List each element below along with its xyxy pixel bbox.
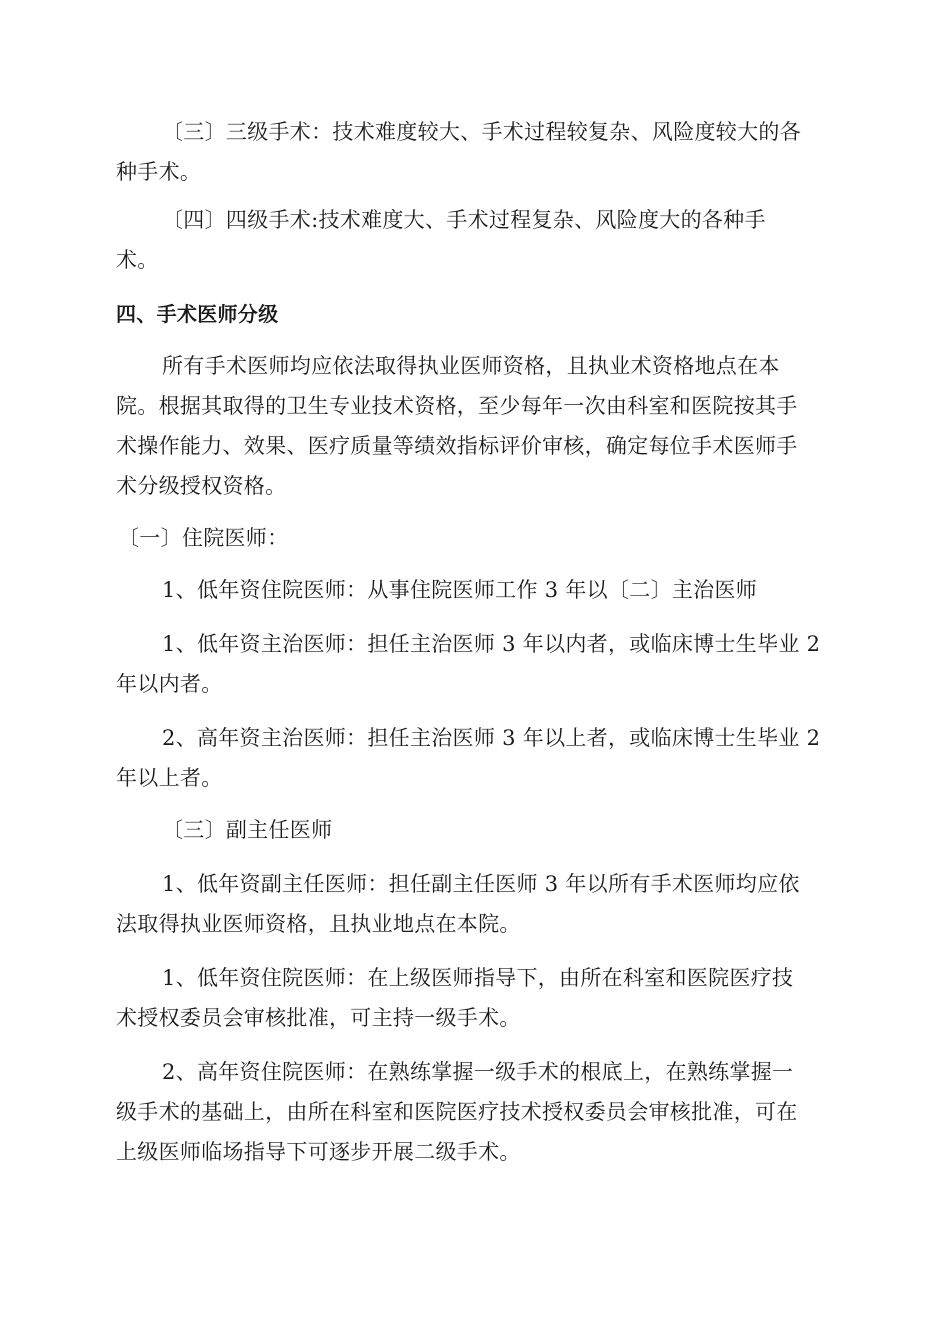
section-heading-surgeon-grading: 四、手术医师分级 (116, 302, 279, 326)
item-junior-resident-authority-line2: 术授权委员会审核批准，可主持一级手术。 (116, 1006, 521, 1030)
paragraph-qualification-line1: 所有手术医师均应依法取得执业医师资格，且执业术资格地点在本 (162, 354, 780, 378)
item-junior-resident-authority-line1: 1、低年资住院医师：在上级医师指导下，由所在科室和医院医疗技 (162, 966, 794, 990)
item-senior-attending-line1: 2、高年资主治医师：担任主治医师 3 年以上者，或临床博士生毕业 2 (162, 726, 821, 750)
item-junior-resident: 1、低年资住院医师：从事住院医师工作 3 年以〔二〕主治医师 (162, 578, 758, 602)
subheading-resident: 〔一〕住院医师： (118, 526, 289, 550)
item-junior-attending-line1: 1、低年资主治医师：担任主治医师 3 年以内者，或临床博士生毕业 2 (162, 632, 821, 656)
item-senior-resident-authority-line2: 级手术的基础上，由所在科室和医院医疗技术授权委员会审核批准，可在 (116, 1100, 798, 1124)
paragraph-level4-surgery-line1: 〔四〕四级手术:技术难度大、手术过程复杂、风险度大的各种手 (162, 208, 766, 232)
paragraph-level4-surgery-line2: 术。 (116, 248, 159, 272)
item-senior-resident-authority-line3: 上级医师临场指导下可逐步开展二级手术。 (116, 1140, 521, 1164)
paragraph-qualification-line2: 院。根据其取得的卫生专业技术资格，至少每年一次由科室和医院按其手 (116, 394, 798, 418)
paragraph-qualification-line3: 术操作能力、效果、医疗质量等绩效指标评价审核，确定每位手术医师手 (116, 434, 798, 458)
paragraph-qualification-line4: 术分级授权资格。 (116, 474, 287, 498)
item-junior-attending-line2: 年以内者。 (116, 672, 223, 696)
item-junior-associate-chief-line1: 1、低年资副主任医师：担任副主任医师 3 年以所有手术医师均应依 (162, 872, 800, 896)
item-junior-associate-chief-line2: 法取得执业医师资格，且执业地点在本院。 (116, 912, 521, 936)
paragraph-level3-surgery-line2: 种手术。 (116, 160, 202, 184)
subheading-associate-chief: 〔三〕副主任医师 (162, 818, 333, 842)
item-senior-resident-authority-line1: 2、高年资住院医师：在熟练掌握一级手术的根底上，在熟练掌握一 (162, 1060, 794, 1084)
item-senior-attending-line2: 年以上者。 (116, 766, 223, 790)
paragraph-level3-surgery-line1: 〔三〕三级手术：技术难度较大、手术过程较复杂、风险度较大的各 (162, 120, 801, 144)
